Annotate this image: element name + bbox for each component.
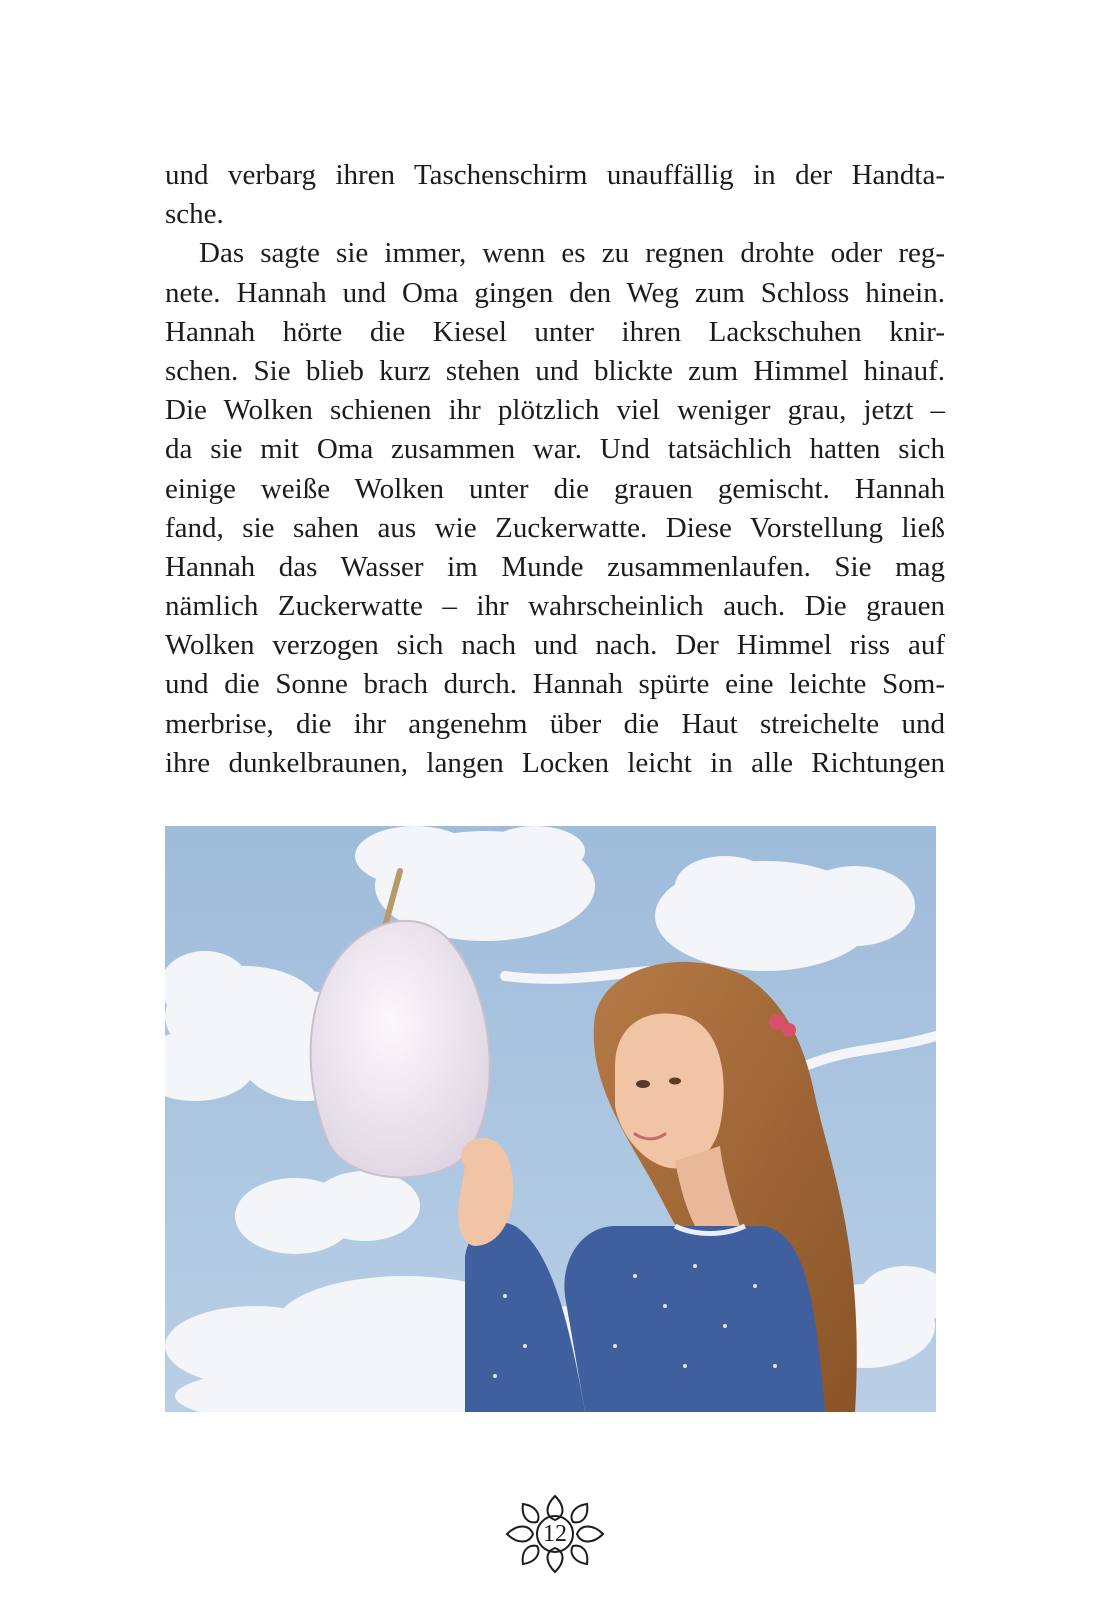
- text-line: und verbarg ihren Taschenschirm unauffällig in der Handta-: [165, 159, 945, 191]
- text-line: merbrise, die ihr angenehm über die Haut streichelte und: [165, 707, 945, 740]
- text-line: nete. Hannah und Oma gingen den Weg zum Schloss hinein.: [165, 276, 945, 309]
- page-number: 12: [543, 1521, 567, 1547]
- text-line: Hannah das Wasser im Munde zusammenlaufen. Sie mag: [165, 550, 945, 583]
- body-text: [165, 156, 945, 783]
- text-line: einige weiße Wolken unter die grauen gemischt. Hannah: [165, 472, 945, 505]
- text-line: nämlich Zuckerwatte – ihr wahrscheinlich auch. Die grauen: [165, 590, 945, 623]
- text-line: Hannah hörte die Kiesel unter ihren Lackschuhen knir-: [165, 315, 945, 348]
- text-line: Die Wolken schienen ihr plötzlich viel weniger grau, jetzt –: [165, 394, 945, 427]
- text-line: und die Sonne brach durch. Hannah spürte eine leichte Som-: [165, 668, 945, 701]
- text-line: ihre dunkelbraunen, langen Locken leicht in alle Richtungen: [165, 746, 945, 779]
- text-line: sche.: [165, 198, 224, 231]
- text-line: da sie mit Oma zusammen war. Und tatsächlich hatten sich: [165, 433, 945, 466]
- text-line: Wolken verzogen sich nach und nach. Der Himmel riss auf: [165, 629, 945, 662]
- text-line: schen. Sie blieb kurz stehen und blickte zum Himmel hinauf.: [165, 354, 945, 387]
- illustration-girl-cotton-candy: [165, 826, 936, 1412]
- text-line: fand, sie sahen aus wie Zuckerwatte. Diese Vorstellung ließ: [165, 511, 945, 544]
- text-line: Das sagte sie immer, wenn es zu regnen drohte oder reg-: [199, 237, 945, 270]
